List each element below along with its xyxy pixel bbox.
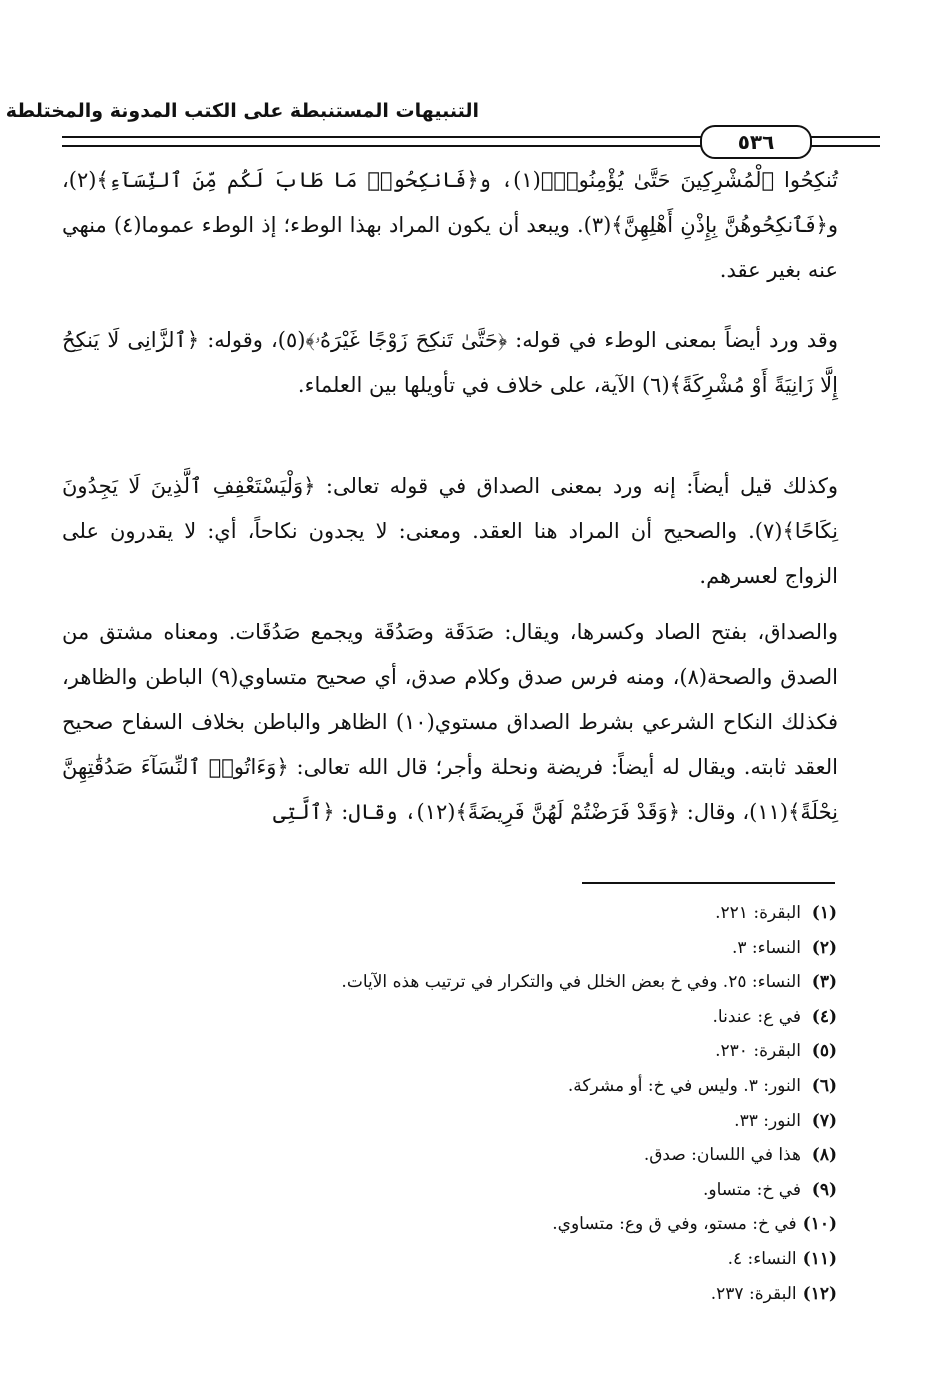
footnote-item	[77, 1069, 837, 1104]
footnote-item	[77, 896, 837, 931]
footnote-number: (١١)	[802, 1248, 837, 1269]
footnote-separator	[582, 882, 835, 884]
body-paragraph: والصداق، بفتح الصاد وكسرها، ويقال: صَدَقَة وصَدُقَة ويجمع صَدُقَات. ومعناه مشتق من الصدق والصحة(٨)، ومنه فرس صدق وكلام صدق، أي صحيح متساوي(٩) الباطن والظاهر، فكذلك النكاح الشرعي بشرط الصداق مستوي(١٠) الظاهر والباطن بخلاف السفاح صحيح العقد ثابته. ويقال له أيضاً: فريضة ونحلة وأجر؛ قال الله تعالى: ﴿وَءَاتُوا۟ ٱلنِّسَآءَ صَدُقَٰتِهِنَّ نِحْلَةً﴾(١١)، وقال: ﴿وَقَدْ فَرَضْتُمْ لَهُنَّ فَرِيضَةً﴾(١٢)، وقال: ﴿ٱلَّتِى	[62, 620, 839, 824]
footnote-text: البقرة: ٢٣٧.	[710, 1283, 797, 1304]
footnote-number: (٥)	[811, 1041, 837, 1062]
footnote-item	[77, 1173, 837, 1208]
footnote-text: النور: ٣٣.	[734, 1110, 801, 1131]
footnote-item	[77, 1277, 837, 1312]
footnote-item	[77, 1104, 837, 1139]
body-paragraph: تُنكِحُوا ٱلْمُشْرِكِينَ حَتَّىٰ يُؤْمِنُوا۟﴾(١)، و﴿فَانكِحُوا۟ مَا طَابَ لَكُم مِّنَ ٱلنِّسَآءِ﴾(٢)، و﴿فَٱنكِحُوهُنَّ بِإِذْنِ أَهْلِهِنَّ﴾(٣). ويبعد أن يكون المراد بهذا الوطء؛ إذ الوطء عموما(٤) منهي عنه بغير عقد.	[62, 168, 838, 282]
footnote-text: النساء: ٢٥. وفي خ بعض الخلل في والتكرار في ترتيب هذه الآيات.	[341, 972, 801, 993]
footnote-text: النور: ٣. وليس في خ: أو مشركة.	[567, 1075, 801, 1096]
footnote-item	[77, 1207, 837, 1242]
footnote-text: في ع: عندنا.	[712, 1006, 801, 1027]
footnote-number: (٨)	[811, 1145, 837, 1166]
footnote-text: النساء: ٤.	[727, 1248, 797, 1269]
page-number: ٥٣٦	[737, 130, 775, 154]
footnote-number: (٤)	[811, 1006, 837, 1027]
footnote-text: البقرة: ٢٢١.	[715, 903, 801, 923]
footnote-item	[77, 965, 837, 1000]
body-paragraph: وكذلك قيل أيضاً: إنه ورد بمعنى الصداق في قوله تعالى: ﴿وَلْيَسْتَعْفِفِ ٱلَّذِينَ لَا يَجِدُونَ نِكَاحًا﴾(٧). والصحيح أن المراد هنا العقد. ومعنى: لا يجدون نكاحاً، أي: لا يقدرون على الزواج لعسرهم.	[62, 474, 838, 588]
footnote-number: (١٠)	[802, 1214, 837, 1235]
body-paragraph: وقد ورد أيضاً بمعنى الوطء في قوله: ﴿حَتَّىٰ تَنكِحَ زَوْجًا غَيْرَهُۥ﴾(٥)، وقوله: ﴿ٱلزَّانِى لَا يَنكِحُ إِلَّا زَانِيَةً أَوْ مُشْرِكَةً﴾(٦) الآية، على خلاف في تأويلها بين العلماء.	[62, 328, 838, 397]
footnote-text: هذا في اللسان: صدق.	[643, 1145, 801, 1166]
footnote-number: (٧)	[811, 1110, 837, 1131]
footnote-number: (٢)	[811, 937, 837, 958]
footnote-text: النساء: ٣.	[731, 937, 801, 958]
footnote-item	[77, 1138, 837, 1173]
running-header-title: التنبيهات المستنبطة على الكتب المدونة والمختلطة	[5, 100, 479, 122]
footnote-text: في خ: متساو.	[703, 1179, 801, 1200]
footnote-item	[77, 931, 837, 966]
footnote-text: في خ: مستو، وفي ق وع: متساوي.	[552, 1214, 797, 1235]
page-number-badge	[700, 125, 812, 159]
footnote-number: (٩)	[811, 1179, 837, 1200]
footnote-number: (١٢)	[802, 1283, 837, 1304]
footnote-item	[77, 1000, 837, 1035]
footnote-item	[77, 1034, 837, 1069]
footnote-number: (٦)	[811, 1075, 837, 1096]
footnote-item	[77, 1242, 837, 1277]
footnote-text: البقرة: ٢٣٠.	[715, 1041, 801, 1062]
footnote-number: (٣)	[811, 972, 837, 993]
footnotes-list	[77, 896, 837, 1311]
footnote-number: (١)	[811, 903, 837, 923]
